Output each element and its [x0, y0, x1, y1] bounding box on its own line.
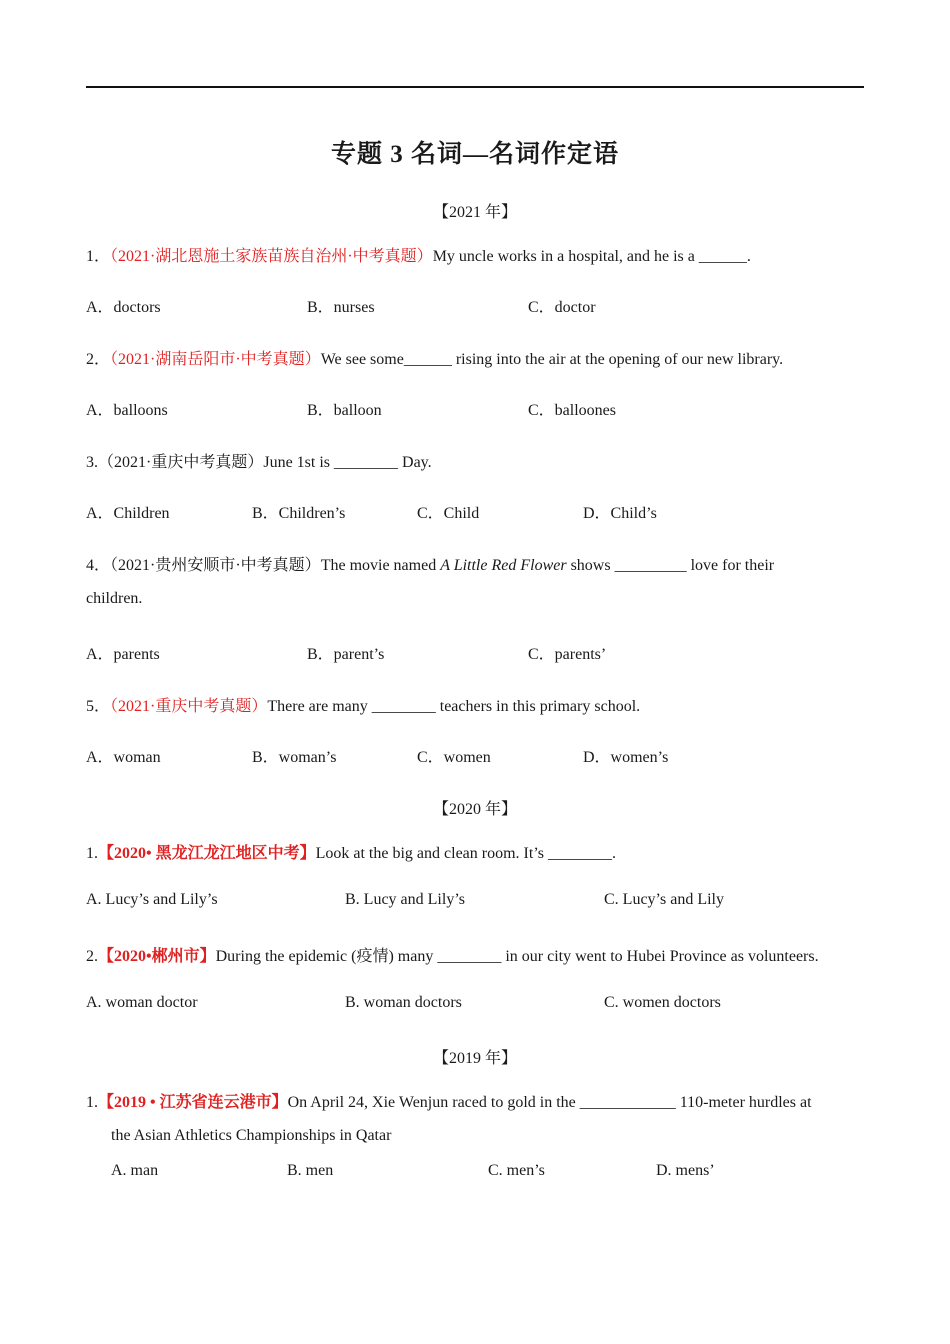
question-source: 【2020•郴州市】	[98, 948, 216, 965]
option-b: B．Children’s	[252, 505, 346, 522]
question-number: 4．	[86, 557, 111, 574]
movie-title: A Little Red Flower	[440, 557, 567, 574]
question-text: My uncle works in a hospital, and he is a ______.	[432, 248, 751, 265]
option-a: A．doctors	[86, 299, 161, 316]
option-c: C．doctor	[528, 299, 596, 316]
option-a: A．balloons	[86, 402, 168, 419]
option-c: C．parents’	[528, 646, 607, 663]
question-number: 1.	[86, 1094, 98, 1111]
question-source: （2021·湖南岳阳市·中考真题）	[110, 351, 321, 368]
question-2021-2	[86, 346, 783, 369]
question-number: 2.	[86, 948, 98, 965]
question-2021-5	[86, 693, 640, 716]
question-source: （2021·重庆中考真题）	[98, 454, 264, 471]
question-number: 1．	[86, 248, 111, 265]
option-b: B．parent’s	[307, 646, 385, 663]
option-b: B. Lucy and Lily’s	[345, 891, 465, 908]
option-b: B．nurses	[307, 299, 375, 316]
option-c: C．women	[417, 749, 491, 766]
year-heading-2020: 【2020 年】	[432, 801, 517, 818]
year-heading-2019: 【2019 年】	[432, 1050, 517, 1067]
option-a: A．woman	[86, 749, 161, 766]
option-c: C．Child	[417, 505, 480, 522]
question-text: Look at the big and clean room. It’s ________.	[315, 845, 616, 862]
option-c: C. women doctors	[604, 994, 721, 1011]
option-a: A. man	[111, 1162, 159, 1179]
option-a: A. woman doctor	[86, 994, 198, 1011]
option-d: D. mens’	[656, 1162, 715, 1179]
question-2020-2	[86, 943, 819, 966]
option-a: A. Lucy’s and Lily’s	[86, 891, 218, 908]
option-d: D．women’s	[583, 749, 669, 766]
header-rule	[86, 86, 864, 88]
question-source: （2021·重庆中考真题）	[110, 698, 268, 715]
question-text: We see some______ rising into the air at the opening of our new library.	[320, 351, 784, 368]
question-2019-1	[86, 1089, 812, 1112]
question-2021-1	[86, 243, 751, 266]
question-source: （2021·湖北恩施土家族苗族自治州·中考真题）	[110, 248, 433, 265]
question-2021-3	[86, 449, 432, 472]
option-b: B．balloon	[307, 402, 382, 419]
question-number: 5．	[86, 698, 111, 715]
option-b: B. men	[287, 1162, 334, 1179]
option-c: C．balloones	[528, 402, 616, 419]
question-source: （2021·贵州安顺市·中考真题）	[110, 557, 321, 574]
question-2020-1	[86, 840, 616, 863]
question-text: During the epidemic (疫情) many ________ in our city went to Hubei Province as volunteers.	[215, 948, 819, 965]
option-c: C. Lucy’s and Lily	[604, 891, 724, 908]
question-2021-4-line2: children.	[86, 590, 143, 607]
page-title: 专题 3 名词—名词作定语	[330, 141, 619, 168]
question-source: 【2019 • 江苏省连云港市】	[98, 1094, 288, 1111]
question-text: There are many ________ teachers in this primary school.	[267, 698, 641, 715]
question-number: 3.	[86, 454, 98, 471]
question-text-cont: shows _________ love for their	[566, 557, 775, 574]
question-source: 【2020• 黑龙江龙江地区中考】	[98, 845, 316, 862]
question-text: June 1st is ________ Day.	[263, 454, 432, 471]
question-2021-4	[86, 552, 774, 575]
question-text: The movie named	[320, 557, 441, 574]
option-a: A．parents	[86, 646, 160, 663]
option-a: A．Children	[86, 505, 170, 522]
option-b: B．woman’s	[252, 749, 337, 766]
option-d: D．Child’s	[583, 505, 657, 522]
option-c: C. men’s	[488, 1162, 545, 1179]
question-number: 1.	[86, 845, 98, 862]
question-text: On April 24, Xie Wenjun raced to gold in the ____________ 110-meter hurdles at	[287, 1094, 812, 1111]
year-heading-2021: 【2021 年】	[432, 204, 517, 221]
question-2019-1-line2: the Asian Athletics Championships in Qatar	[111, 1127, 392, 1144]
option-b: B. woman doctors	[345, 994, 462, 1011]
question-number: 2．	[86, 351, 111, 368]
